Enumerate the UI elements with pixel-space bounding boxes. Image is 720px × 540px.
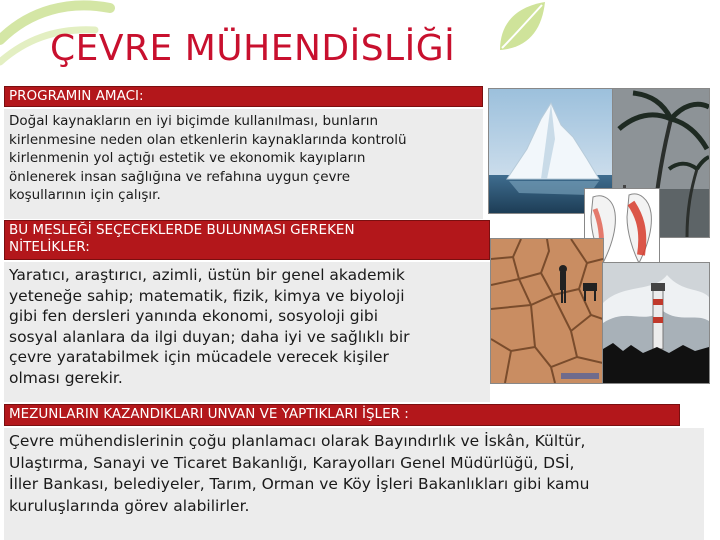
page-title: ÇEVRE MÜHENDİSLİĞİ [50,28,456,69]
section-body-text: Çevre mühendislerinin çoğu planlamacı olarak Bayındırlık ve İskân, Kültür, Ulaştırma, Sanayi ve Ticaret Bakanlığı, Karayolları Genel Müdürlüğü, DSİ, İller Bankası, belediyeler, Tarım, Orman ve Köy İşleri Bakanlıkları gibi kamu kuruluşlarında görev alabilirler. [9,432,590,515]
section-heading-text: PROGRAMIN AMACI: [9,88,144,104]
section-body-qualifications [4,262,490,402]
section-heading-program-aim [4,86,483,107]
section-body-text: Doğal kaynakların en iyi biçimde kullanılması, bunların kirlenmesine neden olan etkenlerin kaynaklarında kontrolü kirlenmenin yol açtığı estetik ve ekonomik kayıpların önlenerek insan sağlığına ve refahına uygun çevre koşullarının için çalışır. [9,113,407,203]
section-body-program-aim [4,109,483,219]
cracked-earth-photo [490,238,604,384]
section-heading-qualifications [4,220,490,260]
section-body-graduates [4,428,704,540]
leaf-decoration [490,0,550,60]
lighthouse-waves-photo [602,262,710,384]
section-body-text: Yaratıcı, araştırıcı, azimli, üstün bir genel akademik yeteneğe sahip; matematik, fizik, kimya ve biyoloji gibi fen dersleri yanında ekonomi, sosyoloji gibi sosyal alanlara da ilgi duyan; daha iyi ve sağlıklı bir çevre yaratabilmek için mücadele verecek kişiler olması gerekir. [9,266,410,387]
section-heading-text: BU MESLEĞİ SEÇECEKLERDE BULUNMASI GEREKEN NİTELİKLER: [9,222,355,255]
section-heading-text: MEZUNLARIN KAZANDIKLARI UNVAN VE YAPTIKLARI İŞLER : [9,406,409,422]
section-heading-graduates [4,404,680,426]
